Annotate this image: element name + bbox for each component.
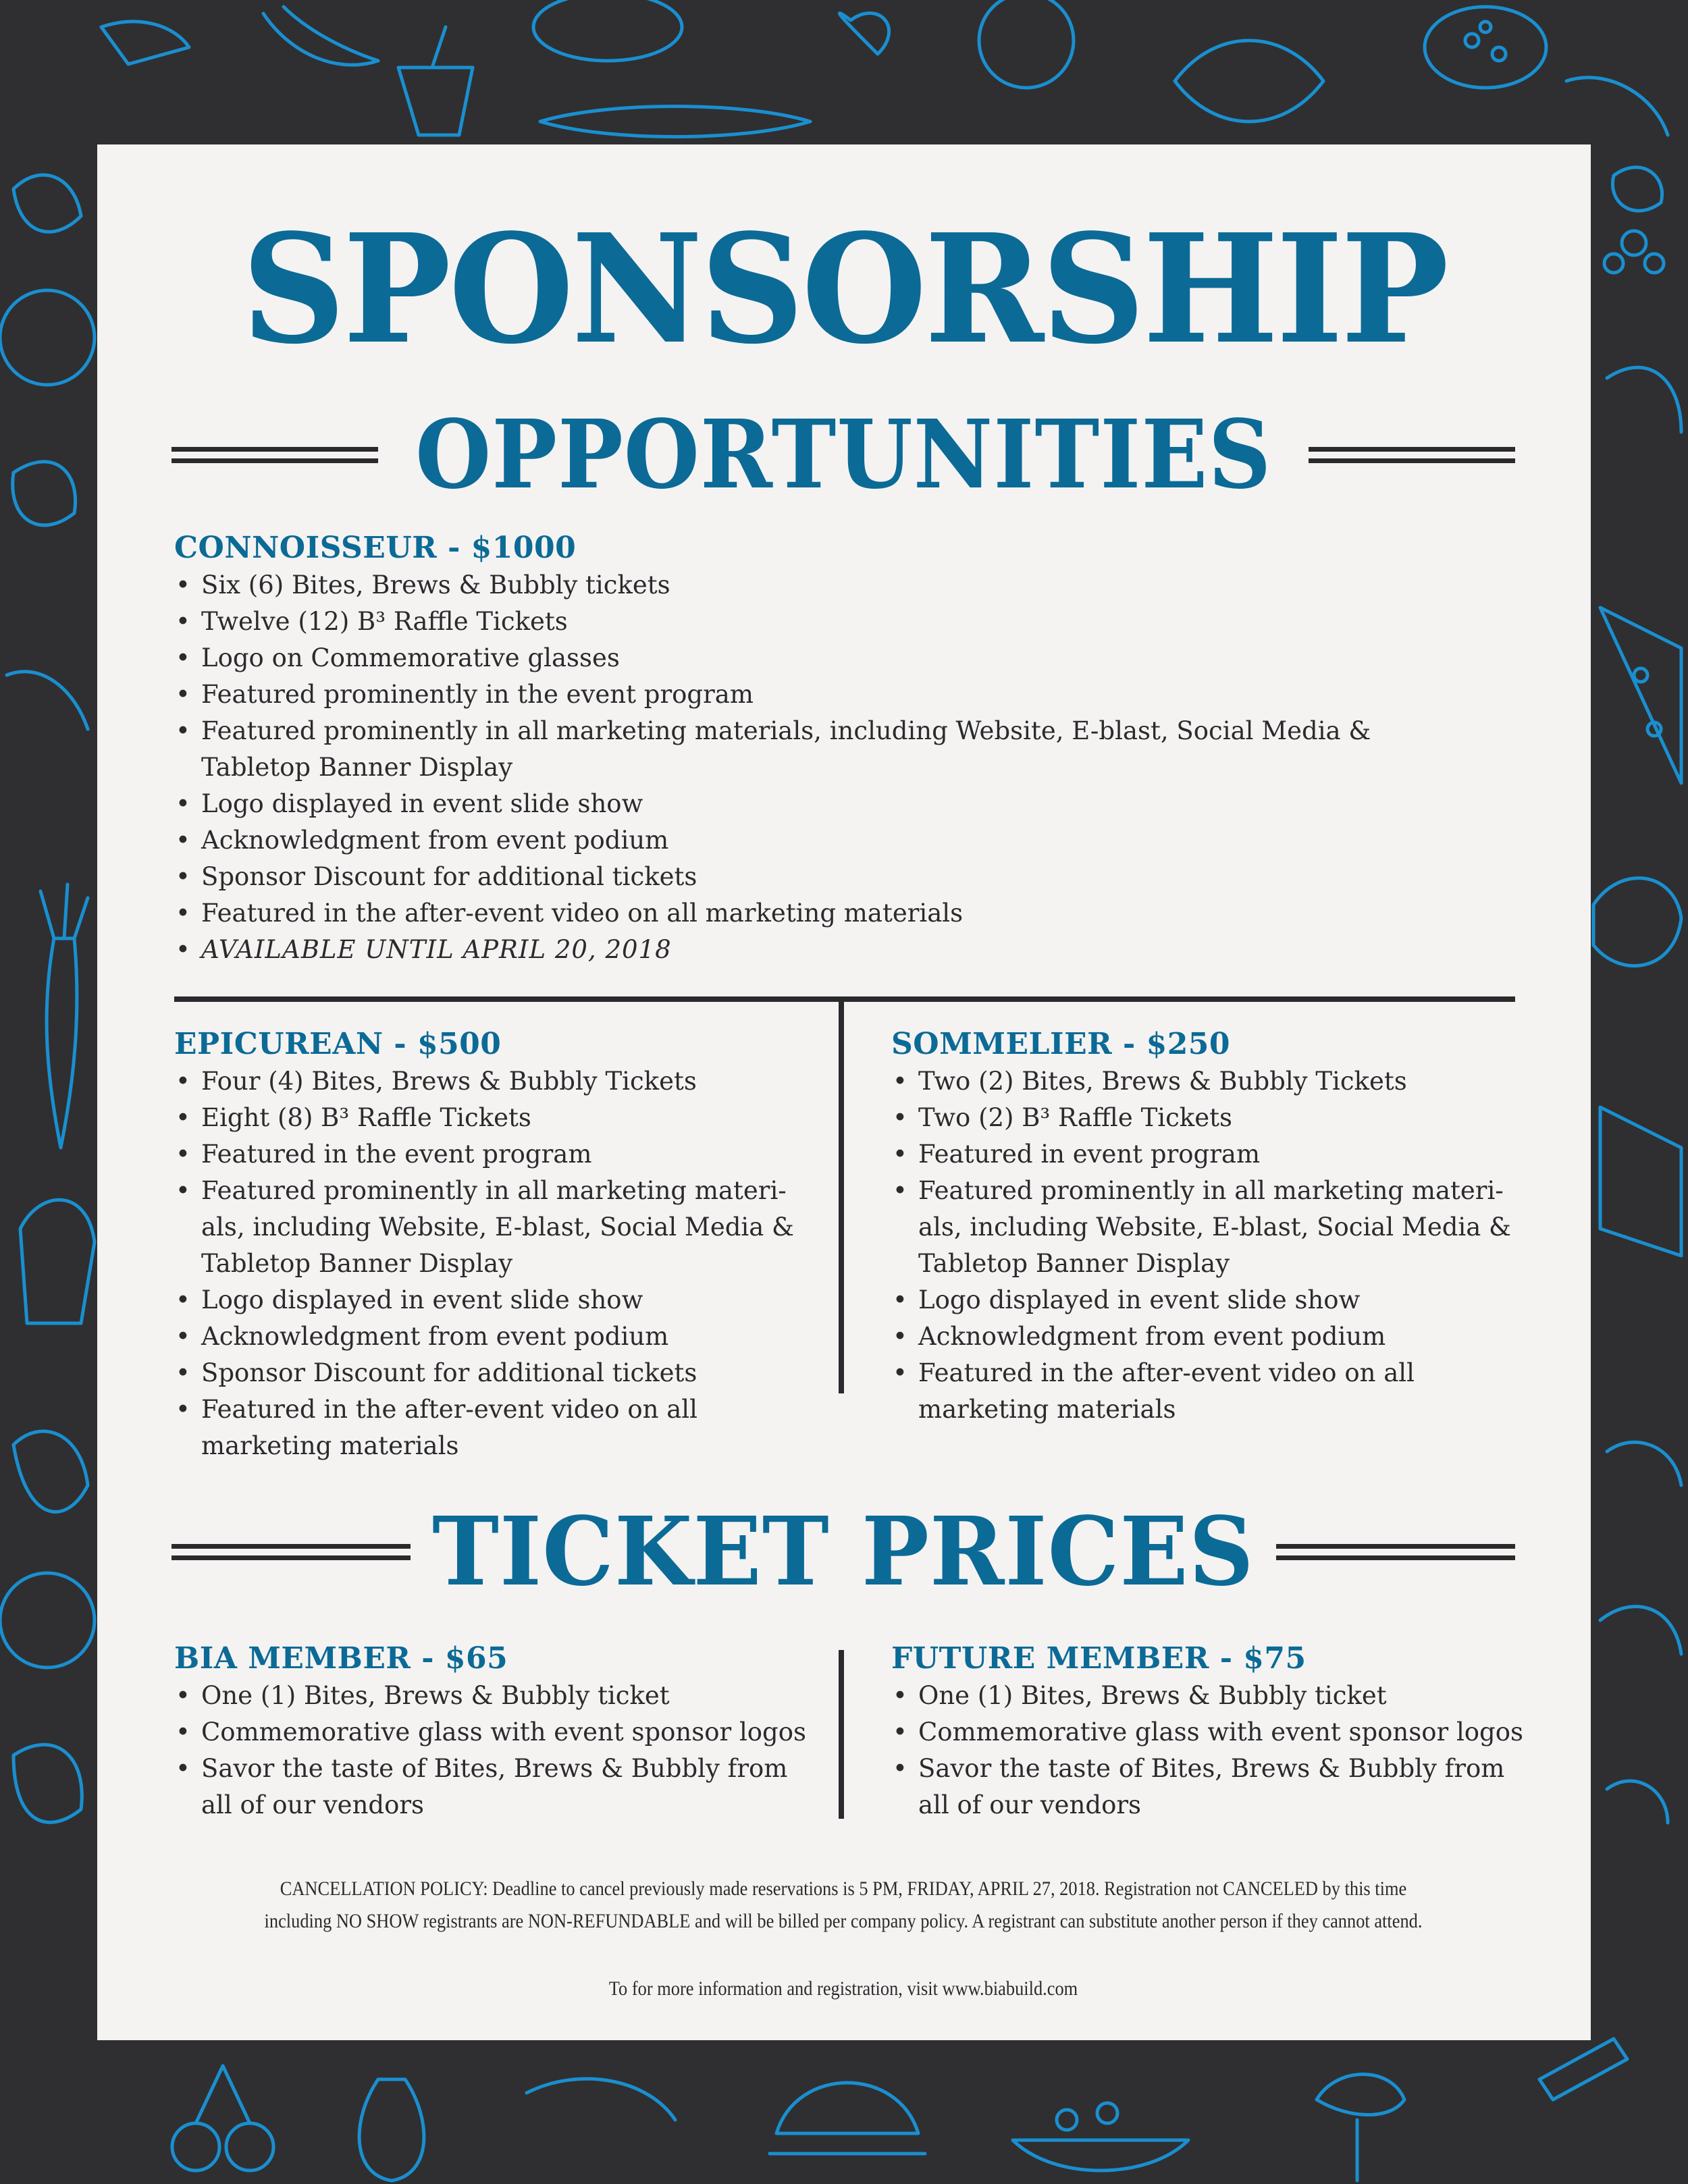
bread-icon <box>533 0 682 61</box>
heart-icon <box>839 14 889 54</box>
connoisseur-title: CONNOISSEUR - $1000 <box>174 531 577 565</box>
list-item: • Acknowledgment from event podium <box>174 822 1518 859</box>
donut-icon <box>1593 878 1681 966</box>
list-item: • Twelve (12) B³ Raffle Tickets <box>174 604 1518 640</box>
list-item: • Featured in the after-event video on all marketing materials <box>891 1355 1526 1428</box>
burger-icon <box>770 2083 925 2154</box>
connoisseur-list <box>174 567 1518 968</box>
list-item: • Logo displayed in event slide show <box>174 786 1518 822</box>
future-member-section <box>891 1640 1539 1823</box>
more-info-text: To for more information and registration, visit www.biabuild.com <box>608 1977 1078 2000</box>
croissant-icon <box>14 175 81 232</box>
list-item: • One (1) Bites, Brews & Bubbly ticket <box>891 1678 1539 1714</box>
list-item: • Logo on Commemorative glasses <box>174 640 1518 676</box>
list-item: • Featured prominently in all marketing materi- als, including Website, E-blast, Social Media & Tabletop Banner Display <box>891 1173 1526 1282</box>
list-item: • Sponsor Discount for additional tickets <box>174 859 1518 895</box>
subtitle-row <box>172 394 1515 516</box>
orange-icon <box>0 290 95 385</box>
list-item: • Four (4) Bites, Brews & Bubbly Tickets <box>174 1063 822 1100</box>
pizza-icon <box>1600 608 1681 783</box>
list-item: • Acknowledgment from event podium <box>174 1319 822 1355</box>
sommelier-list <box>891 1063 1526 1428</box>
banana-icon <box>263 7 378 65</box>
leaf-icon <box>7 672 88 729</box>
epicurean-section <box>174 1026 822 1464</box>
section-divider <box>174 996 1515 1002</box>
list-item: • Two (2) B³ Raffle Tickets <box>891 1100 1526 1136</box>
bia-member-list <box>174 1678 822 1823</box>
bowl-icon <box>1175 41 1323 122</box>
cherry-icon <box>172 2123 219 2170</box>
carrot-icon <box>41 884 88 1148</box>
epicurean-title: EPICUREAN - $500 <box>174 1027 502 1061</box>
list-item: • Featured in the after-event video on all marketing materials <box>174 895 1518 932</box>
ticket-prices-row <box>172 1495 1515 1609</box>
bia-member-title: BIA MEMBER - $65 <box>174 1641 508 1676</box>
divider-left <box>172 447 378 463</box>
ticket-prices-title: TICKET PRICES <box>432 1497 1255 1607</box>
list-item: • Eight (8) B³ Raffle Tickets <box>174 1100 822 1136</box>
sommelier-title: SOMMELIER - $250 <box>891 1027 1231 1061</box>
list-item: • One (1) Bites, Brews & Bubbly ticket <box>174 1678 822 1714</box>
sponsorship-card <box>97 144 1591 2040</box>
sausage-icon <box>540 107 810 137</box>
salad-bowl-icon <box>1013 2140 1188 2170</box>
list-item: • Savor the taste of Bites, Brews & Bubbly from all of our vendors <box>174 1751 822 1823</box>
list-item: • Featured in the event program <box>174 1136 822 1173</box>
epicurean-list <box>174 1063 822 1464</box>
list-item: • Commemorative glass with event sponsor logos <box>891 1714 1539 1751</box>
page-title: SPONSORSHIP <box>241 202 1447 377</box>
cupcake-icon <box>20 1200 95 1323</box>
pear-icon <box>359 2079 424 2181</box>
sommelier-section <box>891 1026 1526 1428</box>
future-member-list <box>891 1678 1539 1823</box>
divider-right <box>1276 1544 1515 1560</box>
list-item: • Logo displayed in event slide show <box>174 1282 822 1319</box>
page-subtitle: OPPORTUNITIES <box>415 400 1272 510</box>
divider-left <box>172 1544 411 1560</box>
list-item: • Sponsor Discount for additional tickets <box>174 1355 822 1391</box>
carrot-icon <box>101 22 189 64</box>
cake-icon <box>1600 1107 1681 1256</box>
cup-icon <box>398 27 473 135</box>
broccoli-icon <box>1317 2075 1404 2181</box>
cancellation-policy: CANCELLATION POLICY: Deadline to cancel previously made reservations is 5 PM, FRIDAY, APRIL 27, 2018. Registration not CANCELED by this time including NO SHOW registrants are NON-REFUNDABLE and will be billed per company policy. A registrant can substitute another person if they cannot attend. <box>264 1877 1423 1932</box>
bia-member-section <box>174 1640 822 1823</box>
list-item: • Six (6) Bites, Brews & Bubbly tickets <box>174 567 1518 604</box>
salami-icon <box>1425 7 1546 88</box>
list-item: • Logo displayed in event slide show <box>891 1282 1526 1319</box>
column-divider <box>839 1650 844 1819</box>
list-item: • Savor the taste of Bites, Brews & Bubbly from all of our vendors <box>891 1751 1539 1823</box>
list-item: • Featured prominently in all marketing materi- als, including Website, E-blast, Social Media & Tabletop Banner Display <box>174 1173 822 1282</box>
apple-icon <box>979 0 1074 88</box>
list-item: • Featured prominently in all marketing materials, including Website, E-blast, Social Media & Tabletop Banner Display <box>174 713 1457 786</box>
divider-right <box>1309 447 1515 463</box>
list-item: • Commemorative glass with event sponsor logos <box>174 1714 822 1751</box>
connoisseur-section <box>174 529 1518 968</box>
column-divider <box>839 1002 844 1393</box>
list-item: • Two (2) Bites, Brews & Bubbly Tickets <box>891 1063 1526 1100</box>
availability-note: • AVAILABLE UNTIL APRIL 20, 2018 <box>174 932 1518 968</box>
list-item: • Featured in the after-event video on all marketing materials <box>174 1391 822 1464</box>
list-item: • Featured in event program <box>891 1136 1526 1173</box>
list-item: • Acknowledgment from event podium <box>891 1319 1526 1355</box>
future-member-title: FUTURE MEMBER - $75 <box>891 1641 1307 1676</box>
list-item: • Featured prominently in the event program <box>174 676 1518 713</box>
